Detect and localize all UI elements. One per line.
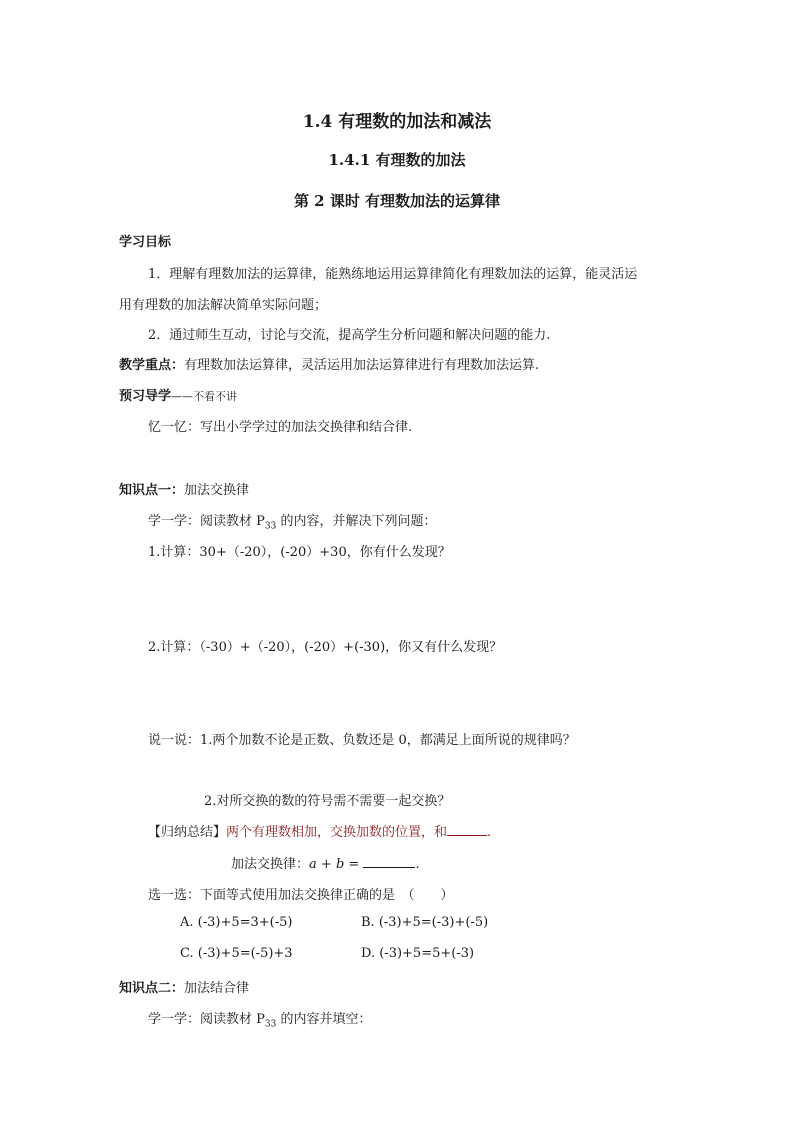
kp1-discuss-2: 2.对所交换的数的符号需不需要一起交换？: [204, 794, 451, 809]
preview-label: 预习导学: [119, 389, 172, 404]
kp2-heading: [119, 977, 249, 996]
goal-item-2: 2．通过师生互动，讨论与交流，提高学生分析问题和解决问题的能力.: [148, 328, 551, 343]
summary-period: .: [487, 825, 492, 840]
summary-text: 两个有理数相加，交换加数的位置，和: [226, 825, 448, 840]
key-points-text: 有理数加法运算律，灵活运用加法运算律进行有理数加法运算.: [184, 358, 540, 373]
kp1-read-prefix: 学一学：阅读教材 P: [148, 514, 265, 529]
goal-item-1-line-1: 1．理解有理数加法的运算律，能熟练地运用运算律简化有理数加法的运算，能灵活运: [148, 267, 638, 282]
recall-prompt: 忆一忆：写出小学学过的加法交换律和结合律.: [148, 420, 413, 435]
lesson-title: 第 2 课时 有理数加法的运算律: [293, 192, 501, 210]
choice-option-c[interactable]: C. (-3)+5=(-5)+3: [180, 946, 293, 961]
law-blank[interactable]: [363, 853, 415, 868]
kp2-read-suffix: 的内容并填空：: [276, 1012, 372, 1027]
kp1-discuss-1: 说一说：1.两个加数不论是正数、负数还是 0，都满足上面所说的规律吗？: [148, 733, 576, 748]
kp1-question-2: 2.计算：（-30）+（-20），(-20）+(-30)，你又有什么发现？: [148, 640, 503, 655]
summary-label: 【归纳总结】: [148, 825, 227, 840]
kp2-title: 加法结合律: [184, 981, 250, 996]
summary-blank[interactable]: [447, 821, 487, 836]
section-title: 1.4 有理数的加法和减法: [302, 112, 492, 132]
law-plus: +: [316, 857, 336, 872]
kp2-read-prefix: 学一学：阅读教材 P: [148, 1012, 265, 1027]
choice-option-b[interactable]: B. (-3)+5=(-3)+(-5): [361, 915, 489, 930]
goal-item-1-line-2: 用有理数的加法解决简单实际问题；: [119, 298, 328, 313]
kp2-read-instruction: [148, 1008, 371, 1030]
kp1-page-number: 33: [264, 521, 277, 532]
kp1-heading: [119, 479, 249, 498]
choice-prompt: 选一选：下面等式使用加法交换律正确的是 （ ）: [148, 888, 454, 903]
commutative-law: [231, 853, 420, 872]
kp1-question-1: 1.计算：30+（-20），(-20）+30，你有什么发现？: [148, 545, 451, 560]
law-var-a: a: [309, 857, 317, 872]
choice-option-a[interactable]: A. (-3)+5=3+(-5): [180, 915, 293, 930]
goals-heading: 学习目标: [119, 235, 172, 250]
kp1-read-instruction: [148, 510, 436, 532]
preview-heading: [119, 385, 237, 404]
kp2-label: 知识点二：: [119, 981, 185, 996]
law-equals: =: [344, 857, 364, 872]
kp1-label: 知识点一：: [119, 483, 185, 498]
preview-suffix: ——不看不讲: [171, 390, 238, 403]
kp1-read-suffix: 的内容，并解决下列问题：: [276, 514, 437, 529]
kp1-title: 加法交换律: [184, 483, 250, 498]
law-var-b: b: [335, 857, 345, 872]
choice-option-d[interactable]: D. (-3)+5=5+(-3): [361, 946, 475, 961]
key-points: [119, 354, 539, 373]
law-label: 加法交换律：: [231, 857, 310, 872]
key-points-label: 教学重点：: [119, 358, 185, 373]
kp2-page-number: 33: [264, 1019, 277, 1030]
kp1-summary: [148, 821, 491, 840]
subsection-title: 1.4.1 有理数的加法: [328, 151, 466, 169]
law-period: .: [415, 857, 420, 872]
